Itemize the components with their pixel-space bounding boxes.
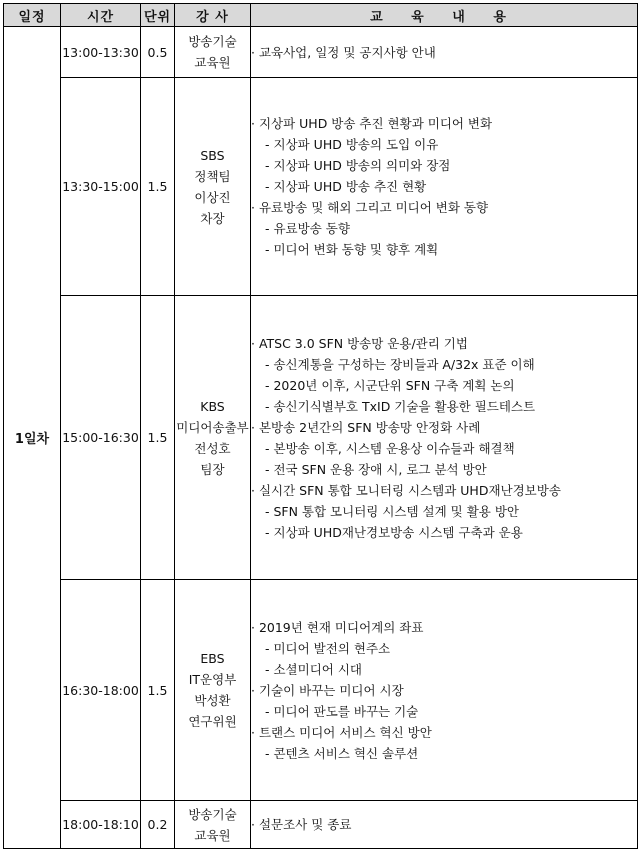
- header-content: 교 육 내 용: [251, 4, 638, 27]
- instructor-line: 이상진: [194, 189, 231, 205]
- instructor-line: 정책팀: [194, 168, 231, 184]
- content-item: · 지상파 UHD 방송 추진 현황과 미디어 변화: [251, 116, 493, 131]
- content-item: · 기술이 바꾸는 미디어 시장: [251, 682, 404, 698]
- instructor-line: 교육원: [194, 827, 231, 843]
- session-unit: 0.2: [141, 801, 175, 849]
- content-subitem: - 본방송 이후, 시스템 운용상 이슈들과 해결책: [265, 440, 515, 456]
- content-subitem: - 지상파 UHD 방송의 의미와 장점: [265, 158, 451, 173]
- header-day: 일정: [4, 4, 61, 27]
- content-subitem: - 송신기식별부호 TxID 기술을 활용한 필드테스트: [265, 398, 536, 414]
- session-content: [251, 580, 638, 801]
- content-item: · ATSC 3.0 SFN 방송망 운용/관리 기법: [251, 335, 468, 351]
- content-subitem: - 전국 SFN 운용 장애 시, 로그 분석 방안: [265, 461, 487, 477]
- session-content: [251, 27, 638, 78]
- content-subitem: - 미디어 발전의 현주소: [265, 640, 391, 656]
- content-subitem: - 송신계통을 구성하는 장비들과 A/32x 표준 이해: [265, 356, 535, 372]
- instructor-line: 전성호: [194, 440, 231, 456]
- instructor-line: 방송기술: [188, 806, 237, 822]
- instructor-line: IT운영부: [188, 672, 237, 687]
- content-item: · 본방송 2년간의 SFN 방송망 안정화 사례: [251, 419, 481, 435]
- instructor-line: 미디어송출부: [176, 419, 249, 435]
- content-subitem: - 지상파 UHD 방송 추진 현황: [265, 179, 427, 194]
- instructor-line: EBS: [200, 651, 225, 666]
- instructor-line: 방송기술: [188, 34, 237, 49]
- content-item: · 유료방송 및 해외 그리고 미디어 변화 동향: [251, 200, 489, 215]
- content-subitem: - 지상파 UHD재난경보방송 시스템 구축과 운용: [265, 524, 523, 540]
- instructor-line: SBS: [200, 147, 225, 163]
- session-instructor: [175, 27, 251, 78]
- header-time: 시간: [61, 4, 141, 27]
- content-subitem: - 지상파 UHD 방송의 도입 이유: [265, 137, 439, 152]
- instructor-line: 박성환: [194, 693, 231, 708]
- content-item: · 교육사업, 일정 및 공지사항 안내: [251, 44, 436, 60]
- header-instructor: 강 사: [175, 4, 251, 27]
- content-item: · 실시간 SFN 통합 모니터링 시스템과 UHD재난경보방송: [251, 482, 561, 498]
- session-time: 16:30-18:00: [61, 580, 141, 801]
- instructor-line: 팀장: [200, 461, 225, 477]
- header-unit: 단위: [141, 4, 175, 27]
- content-subitem: - 소셜미디어 시대: [265, 661, 362, 677]
- session-instructor: [175, 580, 251, 801]
- session-unit: 1.5: [141, 296, 175, 580]
- content-subitem: - 콘텐츠 서비스 혁신 솔루션: [265, 745, 419, 761]
- schedule-table: [3, 3, 638, 849]
- content-subitem: - 2020년 이후, 시군단위 SFN 구축 계획 논의: [265, 377, 515, 393]
- session-time: 18:00-18:10: [61, 801, 141, 849]
- header-row: [4, 4, 638, 27]
- day-label: 1일차: [4, 27, 61, 849]
- table-row: [4, 801, 638, 849]
- content-subitem: - 미디어 변화 동향 및 향후 계획: [265, 242, 439, 257]
- session-instructor: [175, 296, 251, 580]
- session-instructor: [175, 78, 251, 296]
- session-content: [251, 78, 638, 296]
- session-unit: 1.5: [141, 580, 175, 801]
- instructor-line: 교육원: [194, 55, 231, 70]
- instructor-line: KBS: [200, 398, 225, 414]
- content-item: · 2019년 현재 미디어계의 좌표: [251, 619, 424, 635]
- table-row: [4, 580, 638, 801]
- session-time: 15:00-16:30: [61, 296, 141, 580]
- session-unit: 1.5: [141, 78, 175, 296]
- content-subitem: - 미디어 판도를 바꾸는 기술: [265, 703, 419, 719]
- content-item: · 설문조사 및 종료: [251, 817, 352, 832]
- table-row: [4, 78, 638, 296]
- content-subitem: - SFN 통합 모니터링 시스템 설계 및 활용 방안: [265, 503, 519, 519]
- session-content: [251, 801, 638, 849]
- instructor-line: 연구위원: [188, 714, 237, 729]
- session-content: [251, 296, 638, 580]
- content-subitem: - 유료방송 동향: [265, 221, 350, 236]
- session-instructor: [175, 801, 251, 849]
- session-time: 13:30-15:00: [61, 78, 141, 296]
- content-item: · 트랜스 미디어 서비스 혁신 방안: [251, 724, 432, 740]
- session-time: 13:00-13:30: [61, 27, 141, 78]
- table-row: [4, 296, 638, 580]
- instructor-line: 차장: [200, 210, 225, 226]
- session-unit: 0.5: [141, 27, 175, 78]
- table-row: [4, 27, 638, 78]
